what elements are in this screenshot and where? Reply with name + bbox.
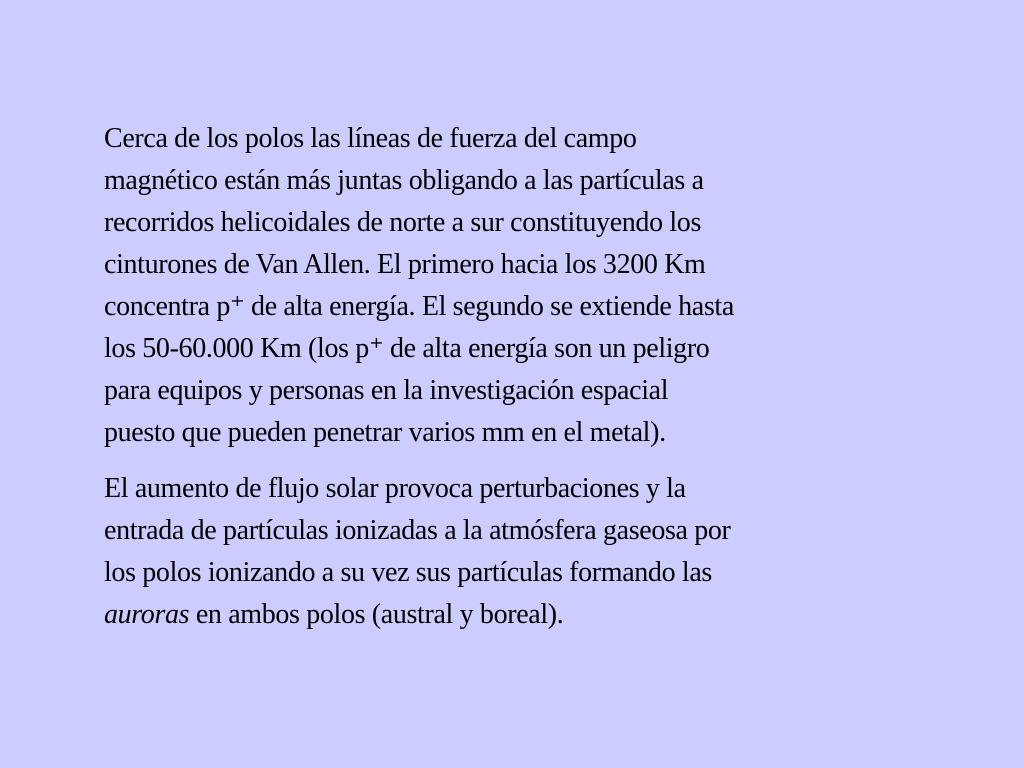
text-line: El aumento de flujo solar provoca perturbaciones y la bbox=[104, 473, 686, 504]
text-line: los 50-60.000 Km (los p⁺ de alta energía son un peligro bbox=[104, 333, 710, 364]
text-line: cinturones de Van Allen. El primero hacia los 3200 Km bbox=[104, 249, 706, 280]
text-line: puesto que pueden penetrar varios mm en el metal). bbox=[104, 417, 666, 448]
text-line-last bbox=[104, 594, 904, 636]
text-line: concentra p⁺ de alta energía. El segundo se extiende hasta bbox=[104, 291, 734, 322]
text-line: los polos ionizando a su vez sus partículas formando las bbox=[104, 557, 712, 588]
text-line: recorridos helicoidales de norte a sur constituyendo los bbox=[104, 207, 702, 238]
text-line: magnético están más juntas obligando a las partículas a bbox=[104, 165, 704, 196]
text-line-rest: en ambos polos (austral y boreal). bbox=[189, 599, 564, 630]
text-line: entrada de partículas ionizadas a la atmósfera gaseosa por bbox=[104, 515, 731, 546]
text-line: Cerca de los polos las líneas de fuerza del campo bbox=[104, 123, 637, 154]
auroras-italic-term: auroras bbox=[104, 599, 190, 630]
paragraph-van-allen bbox=[104, 118, 904, 454]
paragraph-auroras bbox=[104, 468, 904, 636]
text-line: para equipos y personas en la investigación espacial bbox=[104, 375, 669, 406]
slide-text bbox=[104, 118, 904, 636]
